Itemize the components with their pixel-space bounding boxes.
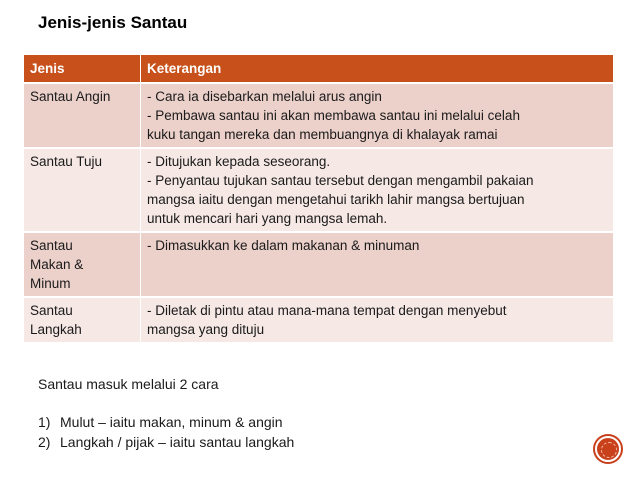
slide-badge-icon [595, 436, 621, 462]
table-row [24, 297, 614, 342]
table-header-row [24, 55, 614, 83]
cell-keterangan [141, 232, 614, 297]
list-text: Mulut – iaitu makan, minum & angin [60, 414, 283, 430]
jenis-line: Santau Angin [30, 89, 111, 104]
list-number: 2) [38, 434, 51, 450]
cell-keterangan [141, 148, 614, 232]
cell-keterangan [141, 297, 614, 342]
list-text: Langkah / pijak – iaitu santau langkah [60, 434, 295, 450]
cell-jenis [24, 83, 141, 148]
notes-section [38, 374, 294, 452]
jenis-line: Makan & [30, 257, 84, 272]
keterangan-line: - Cara ia disebarkan melalui arus angin [147, 89, 382, 104]
jenis-line: Santau [30, 238, 73, 253]
cell-jenis [24, 297, 141, 342]
slide-title: Jenis-jenis Santau [38, 13, 188, 32]
keterangan-line: - Dimasukkan ke dalam makanan & minuman [147, 238, 420, 253]
header-keterangan: Keterangan [141, 55, 614, 83]
keterangan-line: mangsa yang dituju [147, 322, 265, 337]
notes-list [38, 412, 294, 452]
table-row [24, 232, 614, 297]
table-row [24, 148, 614, 232]
keterangan-line: - Ditujukan kepada seseorang. [147, 154, 331, 169]
keterangan-line: kuku tangan mereka dan membuangnya di khalayak ramai [147, 127, 498, 142]
list-item [38, 432, 294, 452]
jenis-line: Minum [30, 276, 71, 291]
header-jenis: Jenis [24, 55, 141, 83]
notes-intro: Santau masuk melalui 2 cara [38, 376, 219, 392]
list-number: 1) [38, 414, 51, 430]
cell-keterangan [141, 83, 614, 148]
keterangan-line: - Penyantau tujukan santau tersebut dengan mengambil pakaian [147, 173, 534, 188]
jenis-line: Santau Tuju [30, 154, 103, 169]
cell-jenis [24, 148, 141, 232]
table-row [24, 83, 614, 148]
list-item [38, 412, 294, 432]
jenis-line: Langkah [30, 322, 82, 337]
jenis-line: Santau [30, 303, 73, 318]
keterangan-line: - Diletak di pintu atau mana-mana tempat dengan menyebut [147, 303, 507, 318]
cell-jenis [24, 232, 141, 297]
keterangan-line: mangsa iaitu dengan mengetahui tarikh lahir mangsa bertujuan [147, 192, 525, 207]
keterangan-line: untuk mencari hari yang mangsa lemah. [147, 211, 388, 226]
keterangan-line: - Pembawa santau ini akan membawa santau ini melalui celah [147, 108, 520, 123]
santau-table [24, 55, 614, 342]
